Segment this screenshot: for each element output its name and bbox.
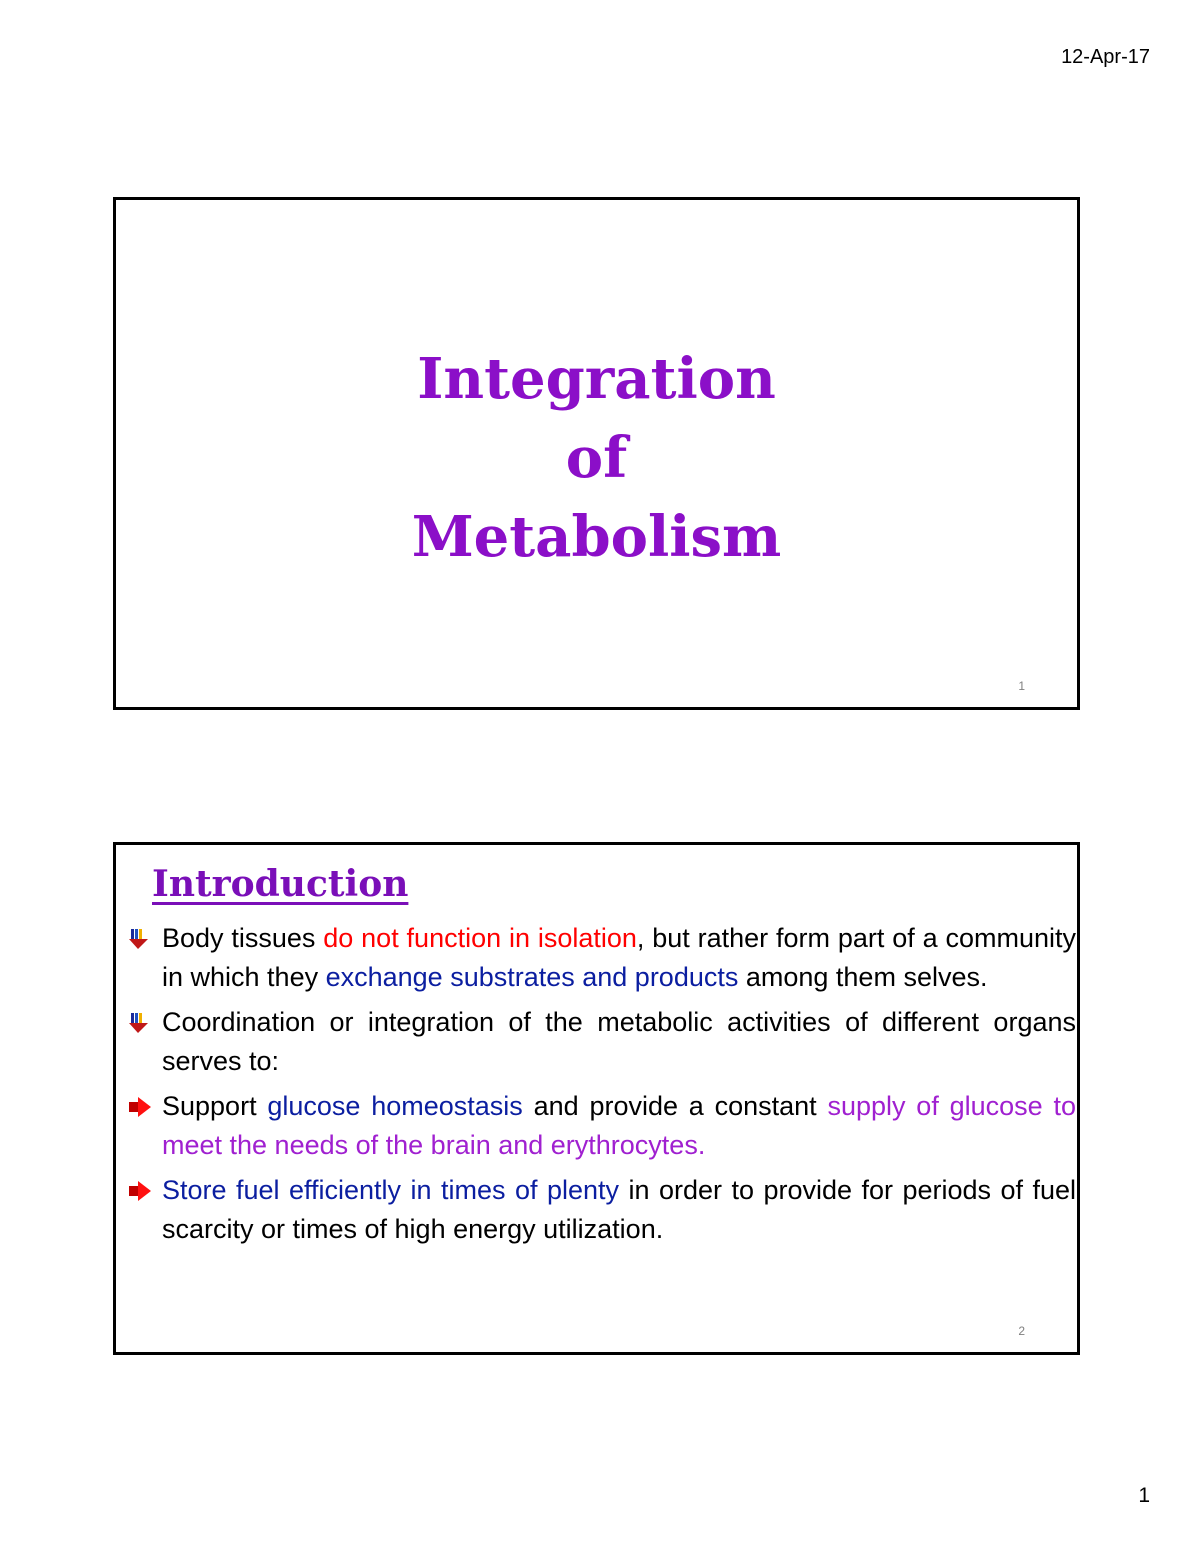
bullet-item	[126, 1171, 1076, 1249]
bullet-item	[126, 1087, 1076, 1165]
highlight-text: supply of glucose to meet the needs of the brain and erythrocytes.	[162, 1091, 1076, 1160]
down-arrow-bullet-icon	[128, 1011, 152, 1035]
page-number: 1	[1138, 1484, 1150, 1507]
bullet-list	[126, 919, 1076, 1255]
slide-title	[116, 340, 1077, 577]
text: and provide a constant	[522, 1091, 828, 1121]
right-arrow-bullet-icon	[128, 1095, 152, 1119]
highlight-text: glucose homeostasis	[267, 1091, 523, 1121]
text: Coordination or integration of the metabolic activities of different organs serves to:	[162, 1007, 1076, 1076]
text: , but rather form part of a community in which they	[162, 923, 1076, 992]
slide-1	[113, 197, 1080, 710]
text: in order to provide for periods of fuel scarcity or times of high energy utilization.	[162, 1175, 1076, 1244]
highlight-text: Store fuel efficiently in times of plenty	[162, 1175, 620, 1205]
title-line: of	[565, 425, 628, 491]
text: Body tissues	[162, 923, 324, 953]
highlight-text: exchange substrates and products	[325, 962, 739, 992]
page-date: 12-Apr-17	[1061, 46, 1150, 68]
bullet-item	[126, 1003, 1076, 1081]
title-line: Metabolism	[411, 504, 782, 570]
bullet-item	[126, 919, 1076, 997]
text: among them selves.	[738, 962, 988, 992]
down-arrow-bullet-icon	[128, 927, 152, 951]
slide-2	[113, 842, 1080, 1355]
slide-number: 2	[1018, 1324, 1025, 1338]
section-heading: Introduction	[152, 863, 409, 905]
right-arrow-bullet-icon	[128, 1179, 152, 1203]
title-line: Integration	[417, 346, 776, 412]
highlight-text: do not function in isolation	[323, 923, 637, 953]
text: Support	[162, 1091, 268, 1121]
slide-number: 1	[1018, 679, 1025, 693]
